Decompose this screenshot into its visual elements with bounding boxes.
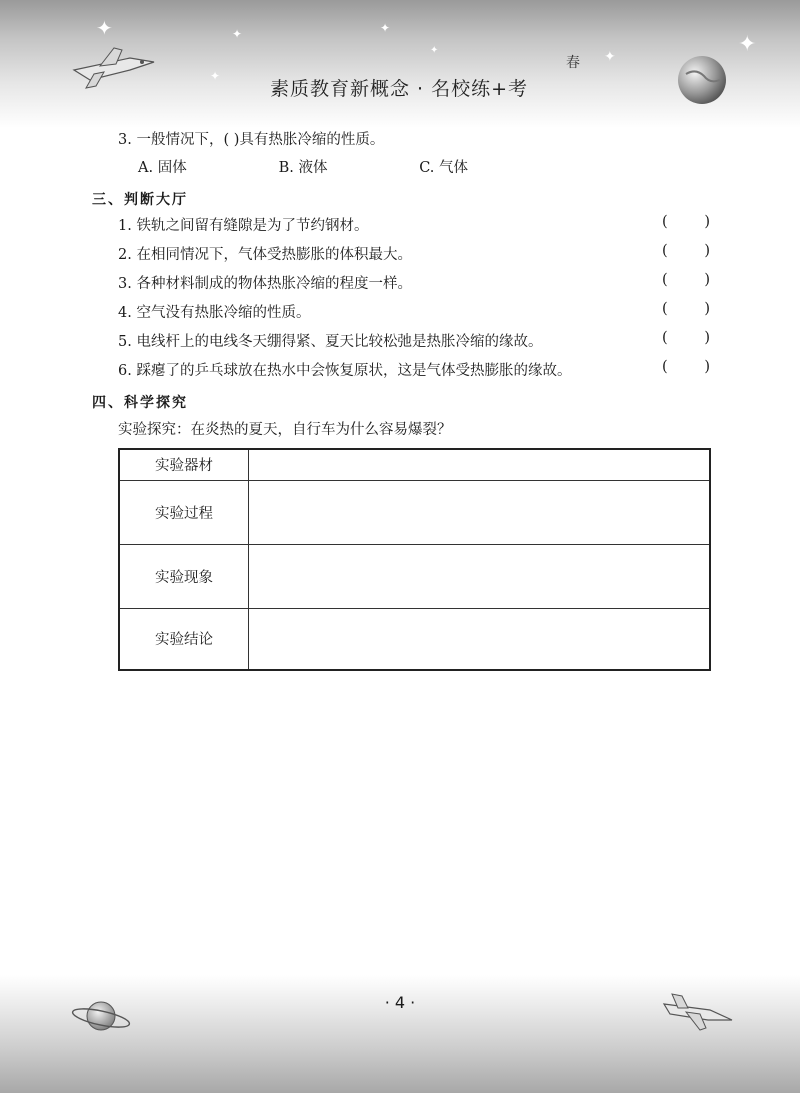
option-c: C. 气体 xyxy=(419,160,469,176)
answer-blank: ( ) xyxy=(662,272,710,288)
page-number: · 4 · xyxy=(384,993,416,1012)
choice-question-stem: 3. 一般情况下，( )具有热胀冷缩的性质。 xyxy=(118,132,385,148)
judgement-item: 3. 各种材料制成的物体热胀冷缩的程度一样。 xyxy=(118,276,412,292)
section-title-judgement: 三、判断大厅 xyxy=(92,192,188,208)
row-label: 实验结论 xyxy=(119,608,249,670)
option-b: B. 液体 xyxy=(278,160,328,176)
space-shuttle-icon xyxy=(70,40,160,90)
experiment-table xyxy=(118,448,711,671)
planet-icon xyxy=(676,54,728,106)
season-label: 春 xyxy=(566,55,580,71)
judgement-item: 5. 电线杆上的电线冬天绷得紧、夏天比较松弛是热胀冷缩的缘故。 xyxy=(118,334,543,350)
inquiry-prompt: 实验探究：在炎热的夏天，自行车为什么容易爆裂？ xyxy=(118,422,452,438)
table-row xyxy=(119,480,710,544)
table-row xyxy=(119,608,710,670)
saturn-icon xyxy=(70,995,132,1037)
answer-blank: ( ) xyxy=(662,243,710,259)
row-label: 实验现象 xyxy=(119,544,249,608)
answer-cell[interactable] xyxy=(249,608,711,670)
star-icon: ✦ xyxy=(380,21,391,35)
answer-cell[interactable] xyxy=(249,480,711,544)
section-title-inquiry: 四、科学探究 xyxy=(92,395,188,411)
answer-blank: ( ) xyxy=(662,359,710,375)
answer-blank: ( ) xyxy=(662,214,710,230)
star-icon: ✦ xyxy=(430,45,439,56)
header-title: 素质教育新概念 · 名校练+考 xyxy=(270,78,529,100)
star-icon: ✦ xyxy=(604,49,616,65)
answer-cell[interactable] xyxy=(249,449,711,480)
choice-options xyxy=(138,156,468,177)
answer-blank: ( ) xyxy=(662,301,710,317)
page-header-banner xyxy=(0,0,800,128)
answer-cell[interactable] xyxy=(249,544,711,608)
judgement-item: 1. 铁轨之间留有缝隙是为了节约钢材。 xyxy=(118,218,369,234)
star-icon: ✦ xyxy=(232,27,243,41)
answer-blank: ( ) xyxy=(662,330,710,346)
row-label: 实验过程 xyxy=(119,480,249,544)
judgement-item: 4. 空气没有热胀冷缩的性质。 xyxy=(118,305,311,321)
table-row xyxy=(119,449,710,480)
space-shuttle-icon xyxy=(660,990,736,1034)
table-row xyxy=(119,544,710,608)
star-icon: ✦ xyxy=(210,69,221,83)
judgement-item: 6. 踩瘪了的乒乓球放在热水中会恢复原状，这是气体受热膨胀的缘故。 xyxy=(118,363,572,379)
star-icon: ✦ xyxy=(738,32,757,57)
row-label: 实验器材 xyxy=(119,449,249,480)
star-icon: ✦ xyxy=(96,16,113,40)
option-a: A. 固体 xyxy=(138,160,187,176)
judgement-item: 2. 在相同情况下，气体受热膨胀的体积最大。 xyxy=(118,247,412,263)
